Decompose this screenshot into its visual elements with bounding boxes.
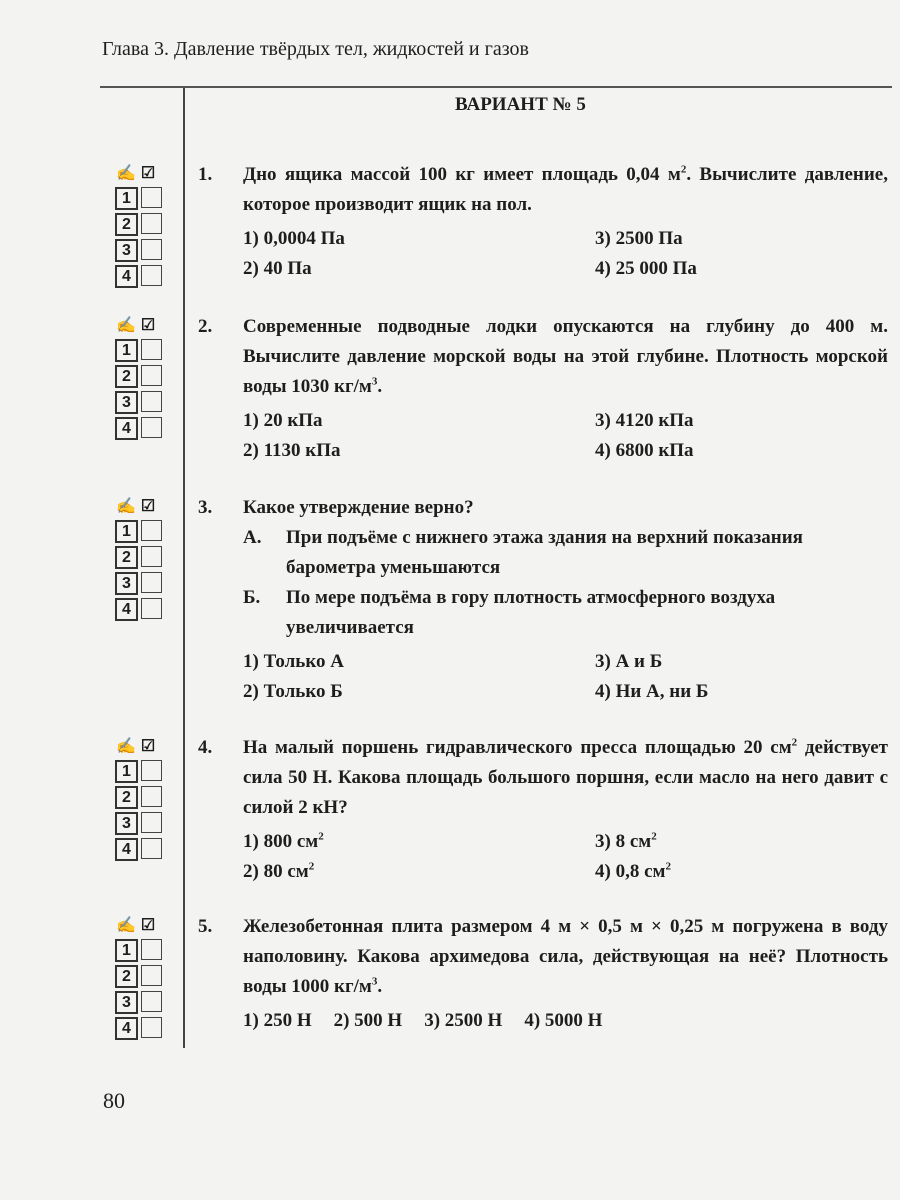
answer-options	[243, 647, 888, 707]
answer-checkbox[interactable]	[141, 417, 162, 438]
question-number: 1.	[198, 164, 213, 185]
page-number: 80	[103, 1088, 125, 1113]
answer-checkbox[interactable]	[141, 213, 162, 234]
pencil-icon: ✍	[116, 738, 136, 755]
answer-option: 4) 6800 кПа	[595, 440, 694, 461]
answer-checkbox[interactable]	[141, 838, 162, 859]
question-3	[198, 493, 888, 707]
question-text: Железобетонная плита размером 4 м × 0,5 м × 0,25 м погружена в воду наполовину. Какова архимедова сила, действующая на неё? Плотность воды 1000 $кг/м^3$.	[243, 916, 888, 997]
variant-title: ВАРИАНТ № 5	[455, 94, 586, 115]
question-text: На малый поршень гидравлического пресса площадью 20 $см^2$ действует сила 50 Н. Какова площадь большого поршня, если масло на него давит с силой 2 кН?	[243, 736, 888, 818]
answer-option: 1) 250 Н	[243, 1010, 312, 1031]
question-5	[198, 912, 888, 1036]
question-number: 2.	[198, 316, 213, 337]
pencil-icon: ✍	[116, 917, 136, 934]
statement: Б. По мере подъёма в гору плотность атмосферного воздуха увеличивается	[243, 583, 888, 643]
answer-options	[243, 224, 888, 284]
option-number: 1	[115, 339, 138, 362]
answer-option: 4) 5000 Н	[524, 1010, 603, 1031]
pencil-icon: ✍	[116, 498, 136, 515]
answer-option: 2) 80 $см^2$	[243, 860, 315, 882]
answer-boxes	[115, 914, 177, 1040]
answer-option: 3) 8 $см^2$	[595, 830, 657, 852]
answer-option: 1) 20 кПа	[243, 410, 323, 431]
question-number: 4.	[198, 737, 213, 758]
checkbox-icon: ☑	[140, 917, 156, 934]
answer-option: 4) Ни А, ни Б	[595, 681, 709, 702]
question-1	[198, 160, 888, 284]
checkbox-icon: ☑	[140, 165, 156, 182]
answer-checkbox[interactable]	[141, 1017, 162, 1038]
answer-boxes	[115, 495, 177, 621]
answer-option: 4) 25 000 Па	[595, 258, 697, 279]
margin-line	[183, 88, 185, 1048]
option-number: 1	[115, 187, 138, 210]
answer-options	[243, 827, 888, 887]
option-number: 3	[115, 572, 138, 595]
statement-text: При подъёме с нижнего этажа здания на верхний показания барометра уменьшаются	[286, 527, 803, 578]
answer-checkbox[interactable]	[141, 339, 162, 360]
answer-checkbox[interactable]	[141, 520, 162, 541]
answer-option: 2) Только Б	[243, 681, 343, 702]
answer-checkbox[interactable]	[141, 365, 162, 386]
answer-boxes	[115, 314, 177, 440]
pencil-icon: ✍	[116, 317, 136, 334]
option-number: 3	[115, 812, 138, 835]
answer-checkbox[interactable]	[141, 546, 162, 567]
answer-options	[243, 406, 888, 466]
option-number: 2	[115, 213, 138, 236]
answer-options	[243, 1006, 888, 1036]
answer-checkbox[interactable]	[141, 187, 162, 208]
checkbox-icon: ☑	[140, 317, 156, 334]
answer-checkbox[interactable]	[141, 786, 162, 807]
answer-checkbox[interactable]	[141, 572, 162, 593]
option-number: 3	[115, 391, 138, 414]
option-number: 3	[115, 991, 138, 1014]
statement: А. При подъёме с нижнего этажа здания на верхний показания барометра уменьшаются	[243, 523, 888, 583]
answer-option: 1) Только А	[243, 651, 345, 672]
answer-option: 2) 40 Па	[243, 258, 312, 279]
option-number: 3	[115, 239, 138, 262]
question-text: Какое утверждение верно?	[243, 497, 474, 518]
option-number: 1	[115, 939, 138, 962]
answer-option: 2) 500 Н	[333, 1010, 403, 1031]
option-number: 4	[115, 265, 138, 288]
question-text: Современные подводные лодки опускаются на глубину до 400 м. Вычислите давление морской воды на этой глубине. Плотность морской воды 1030 $кг/м^3$.	[243, 316, 888, 397]
answer-boxes	[115, 162, 177, 288]
answer-checkbox[interactable]	[141, 812, 162, 833]
option-number: 4	[115, 1017, 138, 1040]
answer-option: 3) 2500 Н	[424, 1010, 503, 1031]
checkbox-icon: ☑	[140, 738, 156, 755]
option-number: 1	[115, 520, 138, 543]
option-number: 2	[115, 786, 138, 809]
answer-checkbox[interactable]	[141, 991, 162, 1012]
statement-text: По мере подъёма в гору плотность атмосферного воздуха увеличивается	[286, 587, 776, 638]
answer-checkbox[interactable]	[141, 391, 162, 412]
question-number: 3.	[198, 497, 213, 518]
question-number: 5.	[198, 916, 213, 937]
checkbox-icon: ☑	[140, 498, 156, 515]
answer-checkbox[interactable]	[141, 760, 162, 781]
answer-checkbox[interactable]	[141, 939, 162, 960]
question-2	[198, 312, 888, 466]
answer-checkbox[interactable]	[141, 239, 162, 260]
answer-option: 3) 2500 Па	[595, 228, 683, 249]
answer-checkbox[interactable]	[141, 965, 162, 986]
answer-option: 1) 800 $см^2$	[243, 830, 324, 852]
option-number: 4	[115, 598, 138, 621]
answer-option: 1) 0,0004 Па	[243, 228, 345, 249]
option-number: 2	[115, 546, 138, 569]
option-number: 1	[115, 760, 138, 783]
question-4	[198, 733, 888, 887]
question-text: Дно ящика массой 100 кг имеет площадь 0,04 $м^2$. Вычислите давление, которое производит ящик на пол.	[243, 163, 888, 215]
option-number: 2	[115, 965, 138, 988]
answer-checkbox[interactable]	[141, 265, 162, 286]
answer-boxes	[115, 735, 177, 861]
answer-option: 2) 1130 кПа	[243, 440, 341, 461]
option-number: 2	[115, 365, 138, 388]
option-number: 4	[115, 838, 138, 861]
answer-option: 4) 0,8 $см^2$	[595, 860, 671, 882]
answer-checkbox[interactable]	[141, 598, 162, 619]
pencil-icon: ✍	[116, 165, 136, 182]
chapter-header: Глава 3. Давление твёрдых тел, жидкостей и газов	[102, 38, 529, 60]
header-rule	[100, 86, 892, 88]
answer-option: 3) 4120 кПа	[595, 410, 694, 431]
answer-option: 3) А и Б	[595, 651, 663, 672]
option-number: 4	[115, 417, 138, 440]
